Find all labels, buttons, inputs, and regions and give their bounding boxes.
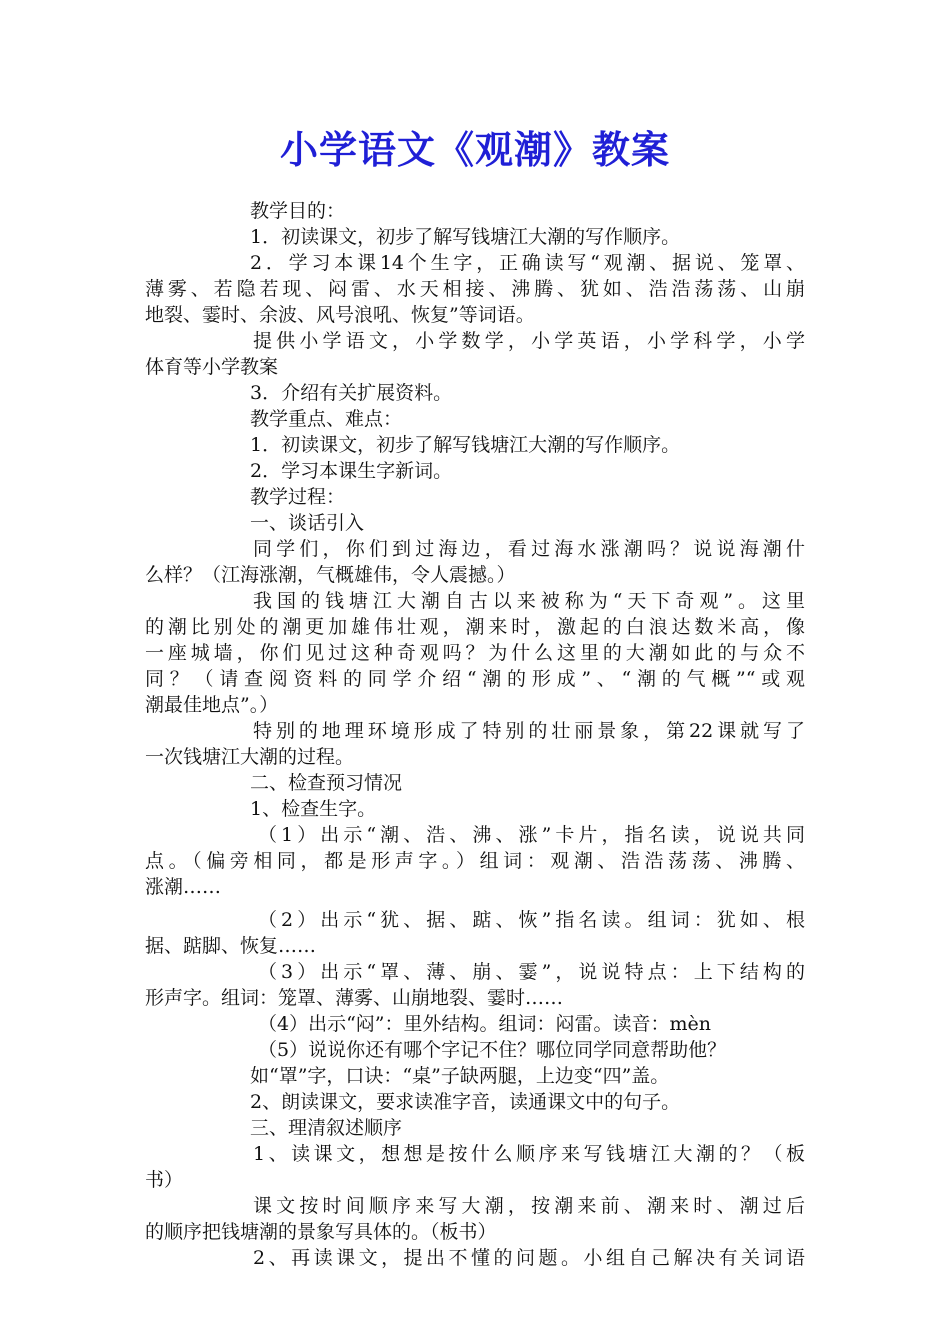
- paragraph-line: 2、朗读课文，要求读准字音，读通课文中的句子。: [250, 1091, 681, 1113]
- paragraph-line: 1．初读课文，初步了解写钱塘江大潮的写作顺序。: [250, 434, 681, 456]
- paragraph-line: 如“罩”字，口诀：“桌”子缺两腿，上边变“四”盖。: [250, 1065, 670, 1087]
- paragraph-line: 潮最佳地点”。）: [145, 694, 279, 716]
- paragraph-line: 2．学习本课14个生字，正确读写“观潮、据说、笼罩、: [250, 252, 805, 274]
- paragraph-line: 三、理清叙述顺序: [250, 1117, 403, 1139]
- paragraph-line: 据、踮脚、恢复……: [145, 935, 317, 957]
- paragraph-line: 3．介绍有关扩展资料。: [250, 382, 453, 404]
- paragraph-line: （4）出示“闷”：里外结构。组词：闷雷。读音：mèn: [258, 1013, 712, 1035]
- paragraph-line: 同学们，你们到过海边，看过海水涨潮吗？说说海潮什: [253, 538, 805, 560]
- paragraph-line: 涨潮……: [145, 876, 222, 898]
- paragraph-line: 书）: [145, 1169, 184, 1191]
- paragraph-line: 点。（偏旁相同，都是形声字。）组词：观潮、浩浩荡荡、沸腾、: [145, 850, 805, 872]
- paragraph-line: 2、再读课文，提出不懂的问题。小组自己解决有关词语: [253, 1247, 805, 1269]
- paragraph-line: 形声字。组词：笼罩、薄雾、山崩地裂、霎时……: [145, 987, 564, 1009]
- paragraph-line: 一座城墙，你们见过这种奇观吗？为什么这里的大潮如此的与众不: [145, 642, 805, 664]
- paragraph-line: 提供小学语文，小学数学，小学英语，小学科学，小学: [253, 330, 805, 352]
- paragraph-line: 的顺序把钱塘潮的景象写具体的。（板书）: [145, 1221, 497, 1243]
- paragraph-line: 1、检查生字。: [250, 798, 377, 820]
- paragraph-line: （2）出示“犹、据、踮、恢”指名读。组词：犹如、根: [258, 909, 805, 931]
- paragraph-line: 1．初读课文，初步了解写钱塘江大潮的写作顺序。: [250, 226, 681, 248]
- paragraph-line: 一次钱塘江大潮的过程。: [145, 746, 355, 768]
- paragraph-line: 我国的钱塘江大潮自古以来被称为“天下奇观”。这里: [253, 590, 805, 612]
- paragraph-line: 二、检查预习情况: [250, 772, 403, 794]
- paragraph-line: 的潮比别处的潮更加雄伟壮观，潮来时，激起的白浪达数米高，像: [145, 616, 805, 638]
- paragraph-line: 地裂、霎时、余波、风号浪吼、恢复”等词语。: [145, 304, 535, 326]
- paragraph-line: 一、谈话引入: [250, 512, 365, 534]
- paragraph-line: 体育等小学教案: [145, 356, 279, 378]
- document-title: 小学语文《观潮》教案: [279, 127, 670, 172]
- paragraph-line: 课文按时间顺序来写大潮，按潮来前、潮来时、潮过后: [253, 1195, 805, 1217]
- paragraph-line: （3）出示“罩、薄、崩、霎”，说说特点：上下结构的: [258, 961, 805, 983]
- paragraph-line: 特别的地理环境形成了特别的壮丽景象，第22课就写了: [253, 720, 805, 742]
- paragraph-line: 2．学习本课生字新词。: [250, 460, 453, 482]
- paragraph-line: 么样？（江海涨潮，气概雄伟，令人震撼。）: [145, 564, 516, 586]
- paragraph-line: 同？（请查阅资料的同学介绍“潮的形成”、“潮的气概”“或观: [145, 668, 805, 690]
- paragraph-line: （1）出示“潮、浩、沸、涨”卡片，指名读，说说共同: [258, 824, 805, 846]
- paragraph-line: 教学过程：: [250, 486, 346, 508]
- paragraph-line: 薄雾、若隐若现、闷雷、水天相接、沸腾、犹如、浩浩荡荡、山崩: [145, 278, 805, 300]
- paragraph-line: 1、读课文，想想是按什么顺序来写钱塘江大潮的？（板: [253, 1143, 805, 1165]
- paragraph-line: 教学目的：: [250, 200, 346, 222]
- paragraph-line: 教学重点、难点：: [250, 408, 403, 430]
- paragraph-line: （5）说说你还有哪个字记不住？哪位同学同意帮助他？: [258, 1039, 727, 1061]
- document-body: [145, 198, 805, 1271]
